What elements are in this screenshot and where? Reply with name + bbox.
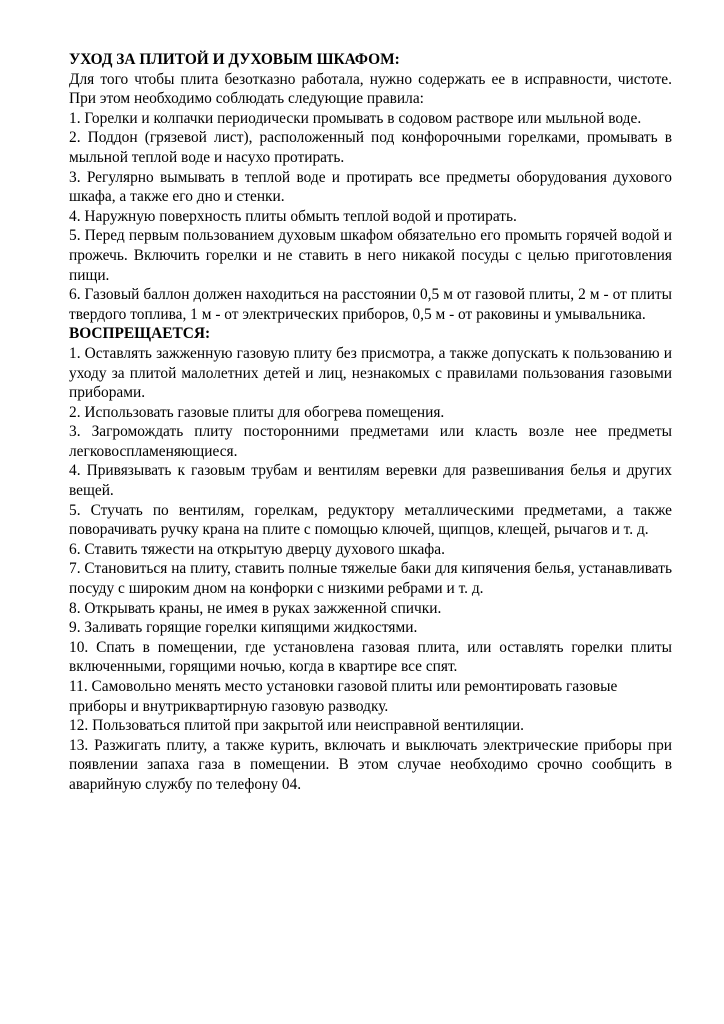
section-heading-care: УХОД ЗА ПЛИТОЙ И ДУХОВЫМ ШКАФОМ: <box>69 51 400 68</box>
prohibited-rule-13: 13. Разжигать плиту, а также курить, включать и выключать электрические приборы при появлении запаха газа в помещении. В этом случае необходимо срочно сообщить в аварийную службу по телефону 04. <box>69 736 672 793</box>
prohibited-rule-5: 5. Стучать по вентилям, горелкам, редуктору металлическими предметами, а также поворачивать ручку крана на плите с помощью ключей, щипцов, клещей, рычагов и т. д. <box>69 501 672 539</box>
document-page <box>69 50 672 795</box>
prohibited-rule-7: 7. Становиться на плиту, ставить полные тяжелые баки для кипячения белья, устанавливать посуду с широким дном на конфорки с низкими ребрами и т. д. <box>69 560 672 598</box>
care-rule-2: 2. Поддон (грязевой лист), расположенный под конфорочными горелками, промывать в мыльной теплой воде и насухо протирать. <box>69 129 672 166</box>
prohibited-rule-3: 3. Загромождать плиту посторонними предметами или класть возле нее предметы легковоспламеняющиеся. <box>69 423 672 460</box>
prohibited-rule-9: 9. Заливать горящие горелки кипящими жидкостями. <box>69 619 418 637</box>
section-heading-prohibited: ВОСПРЕЩАЕТСЯ: <box>69 325 211 343</box>
prohibited-rule-6: 6. Ставить тяжести на открытую дверцу духового шкафа. <box>69 540 445 558</box>
intro-paragraph: Для того чтобы плита безотказно работала, нужно содержать ее в исправности, чистоте. При этом необходимо соблюдать следующие правила: <box>69 70 672 108</box>
prohibited-rule-11: 11. Самовольно менять место установки газовой плиты или ремонтировать газовые приборы и внутриквартирную газовую разводку. <box>69 678 618 715</box>
care-rule-4: 4. Наружную поверхность плиты обмыть теплой водой и протирать. <box>69 207 517 225</box>
care-rule-3: 3. Регулярно вымывать в теплой воде и протирать все предметы оборудования духового шкафа, а также его дно и стенки. <box>69 168 672 206</box>
prohibited-rule-1: 1. Оставлять зажженную газовую плиту без присмотра, а также допускать к пользованию и уходу за плитой малолетних детей и лиц, незнакомых с правилами пользования газовыми приборами. <box>69 344 672 402</box>
care-rule-5: 5. Перед первым пользованием духовым шкафом обязательно его промыть горячей водой и прожечь. Включить горелки и не ставить в него никакой посуды с целью приготовления пищи. <box>69 227 672 284</box>
prohibited-rule-2: 2. Использовать газовые плиты для обогрева помещения. <box>69 403 445 421</box>
prohibited-rule-12: 12. Пользоваться плитой при закрытой или неисправной вентиляции. <box>69 717 524 735</box>
prohibited-rule-4: 4. Привязывать к газовым трубам и вентилям веревки для развешивания белья и других вещей. <box>69 462 672 500</box>
care-rule-6: 6. Газовый баллон должен находиться на расстоянии 0,5 м от газовой плиты, 2 м - от плиты твердого топлива, 1 м - от электрических приборов, 0,5 м - от раковины и умывальника. <box>69 286 672 323</box>
care-rule-1: 1. Горелки и колпачки периодически промывать в содовом растворе или мыльной воде. <box>69 109 642 127</box>
prohibited-rule-10: 10. Спать в помещении, где установлена газовая плита, или оставлять горелки плиты включенными, горящими ночью, когда в квартире все спят. <box>69 638 672 676</box>
prohibited-rule-8: 8. Открывать краны, не имея в руках зажженной спички. <box>69 599 442 617</box>
